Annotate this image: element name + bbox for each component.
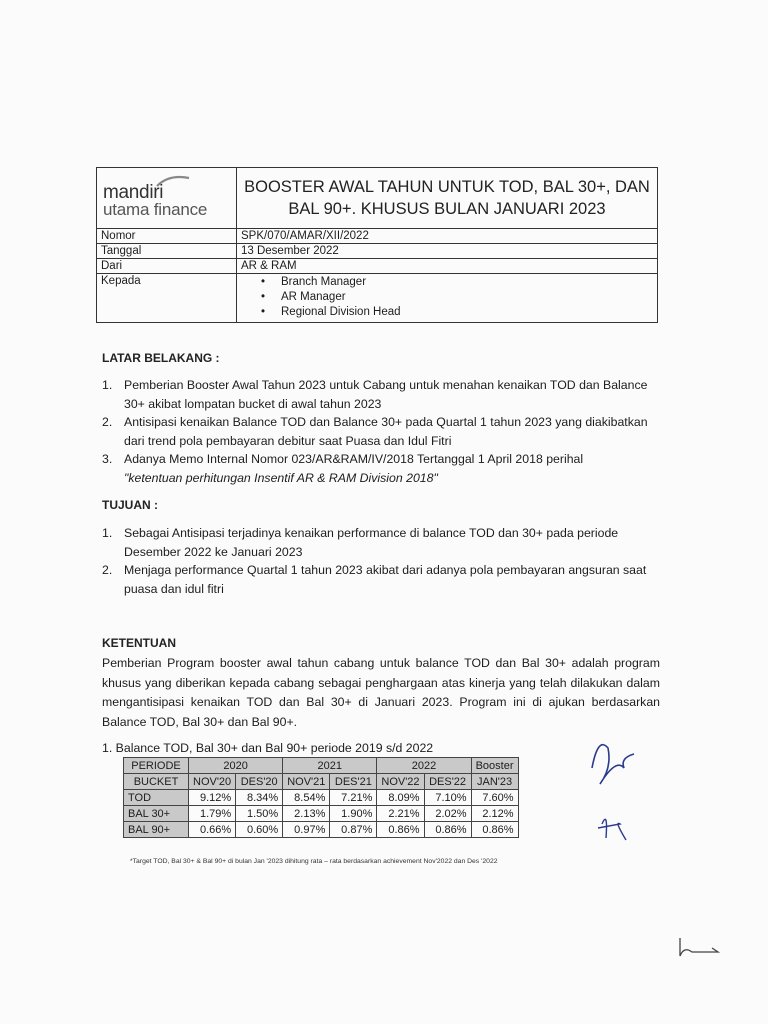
table-row: BUCKET NOV'20 DES'20 NOV'21 DES'21 NOV'22 DES'22 JAN'23 <box>124 774 519 790</box>
memo-header <box>96 167 658 323</box>
list-item: 1. Pemberian Booster Awal Tahun 2023 untuk Cabang untuk menahan kenaikan TOD dan Balance 30+ akibat lompatan bucket di awal tahun 2023 <box>102 378 648 411</box>
booster-header: Booster <box>471 758 518 774</box>
recipient-item: • AR Manager <box>281 290 653 305</box>
logo-line1: mandiri <box>103 182 164 203</box>
meta-label: Kepada <box>97 274 237 322</box>
list-item: 2. Antisipasi kenaikan Balance TOD dan Balance 30+ pada Quartal 1 tahun 2023 yang diakibatkan dari trend pola pembayaran debitur saat Puasa dan Idul Fitri <box>102 415 648 448</box>
tujuan-list <box>102 524 662 598</box>
paraf-mark <box>674 936 724 960</box>
month-header: DES'22 <box>424 774 471 790</box>
tujuan-heading: TUJUAN : <box>102 498 158 512</box>
meta-label: Tanggal <box>97 244 237 258</box>
ketentuan-paragraph: Pemberian Program booster awal tahun cabang untuk balance TOD dan Bal 30+ adalah program khusus yang diberikan kepada cabang sebagai penghargaan atas kinerja yang telah dilakukan dalam mengantisipasi kenaikan TOD dan Bal 30+ di Januari 2023. Program ini di ajukan berdasarkan Balance TOD, Bal 30+ dan Bal 90+. <box>102 656 660 729</box>
month-header: JAN'23 <box>471 774 518 790</box>
month-header: NOV'20 <box>189 774 236 790</box>
recipient-item: • Regional Division Head <box>281 305 653 320</box>
meta-value: 13 Desember 2022 <box>241 245 339 257</box>
month-header: DES'21 <box>330 774 377 790</box>
logo-line2: utama finance <box>103 200 208 219</box>
list-item: 2. Menjaga performance Quartal 1 tahun 2023 akibat dari adanya pola pembayaran angsuran saat puasa dan idul fitri <box>102 563 647 596</box>
table-row: BAL 30+ 1.79% 1.50% 2.13% 1.90% 2.21% 2.02% 2.12% <box>124 806 519 822</box>
meta-value: AR & RAM <box>241 260 297 272</box>
table-title: 1. Balance TOD, Bal 30+ dan Bal 90+ periode 2019 s/d 2022 <box>102 741 434 755</box>
month-header: NOV'21 <box>283 774 330 790</box>
meta-label: Nomor <box>97 229 237 243</box>
performance-table <box>123 757 519 838</box>
table-row: TOD 9.12% 8.34% 8.54% 7.21% 8.09% 7.10% 7.60% <box>124 790 519 806</box>
company-logo <box>97 168 237 228</box>
month-header: NOV'22 <box>377 774 424 790</box>
year-header: 2021 <box>283 758 377 774</box>
list-item: 1. Sebagai Antisipasi terjadinya kenaikan performance di balance TOD dan 30+ pada periode Desember 2022 ke Januari 2023 <box>102 526 619 559</box>
latar-heading: LATAR BELAKANG : <box>102 351 220 365</box>
year-header: 2020 <box>189 758 283 774</box>
ketentuan-heading: KETENTUAN <box>102 636 176 650</box>
signature-initials <box>580 728 640 848</box>
memo-title: BOOSTER AWAL TAHUN UNTUK TOD, BAL 30+, DAN BAL 90+. KHUSUS BULAN JANUARI 2023 <box>244 178 650 218</box>
meta-tanggal <box>97 244 657 259</box>
list-item: 3. Adanya Memo Internal Nomor 023/AR&RAM/IV/2018 Tertanggal 1 April 2018 perihal "ketentuan perhitungan Insentif AR & RAM Division 2018" <box>102 452 584 485</box>
recipient-list <box>241 275 653 320</box>
latar-list <box>102 376 662 487</box>
month-header: DES'20 <box>236 774 283 790</box>
meta-label: Dari <box>97 259 237 273</box>
meta-nomor <box>97 229 657 244</box>
recipient-item: • Branch Manager <box>281 275 653 290</box>
meta-dari <box>97 259 657 274</box>
meta-kepada <box>97 274 657 322</box>
table-footnote: *Target TOD, Bal 30+ & Bal 90+ di bulan Jan '2023 dihitung rata – rata berdasarkan achievement Nov'2022 dan Des '2022 <box>130 858 498 865</box>
year-header: 2022 <box>377 758 471 774</box>
table-row: PERIODE 2020 2021 2022 Booster <box>124 758 519 774</box>
memo-subject: "ketentuan perhitungan Insentif AR & RAM Division 2018" <box>124 470 438 485</box>
meta-value: SPK/070/AMAR/XII/2022 <box>241 230 369 242</box>
table-row: BAL 90+ 0.66% 0.60% 0.97% 0.87% 0.86% 0.86% 0.86% <box>124 822 519 838</box>
